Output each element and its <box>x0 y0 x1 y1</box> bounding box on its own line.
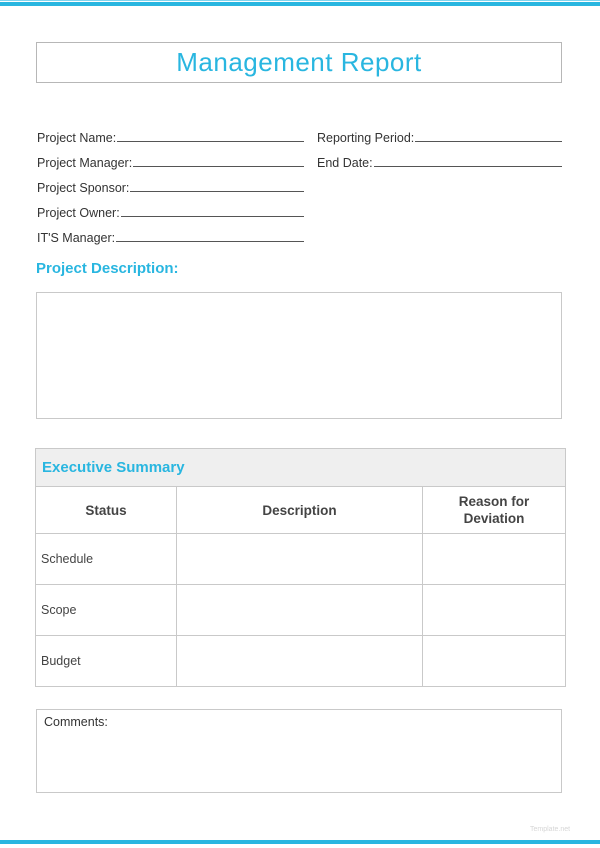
project-manager-line[interactable] <box>133 165 304 167</box>
executive-summary-heading: Executive Summary <box>36 449 566 487</box>
column-header-reason <box>423 487 566 534</box>
status-cell: Schedule <box>36 534 177 585</box>
project-name-line[interactable] <box>117 140 304 142</box>
project-sponsor-field[interactable] <box>37 177 304 195</box>
table-row <box>36 636 566 687</box>
project-manager-field[interactable] <box>37 152 304 170</box>
project-manager-label: Project Manager: <box>37 156 133 170</box>
project-name-field[interactable] <box>37 127 304 145</box>
reason-cell[interactable] <box>423 534 566 585</box>
title-box <box>36 42 562 83</box>
reporting-period-label: Reporting Period: <box>317 131 415 145</box>
description-cell[interactable] <box>177 636 423 687</box>
project-description-box[interactable] <box>36 292 562 419</box>
executive-summary-table <box>35 448 566 687</box>
reason-cell[interactable] <box>423 636 566 687</box>
reason-cell[interactable] <box>423 585 566 636</box>
comments-label: Comments: <box>44 715 108 729</box>
column-header-status: Status <box>36 487 177 534</box>
bottom-accent-bar <box>0 840 600 844</box>
column-header-reason-label: Reason for Deviation <box>458 494 530 526</box>
table-row <box>36 534 566 585</box>
reporting-period-line[interactable] <box>415 140 562 142</box>
project-owner-field[interactable] <box>37 202 304 220</box>
watermark: Template.net <box>530 826 571 833</box>
its-manager-field[interactable] <box>37 227 304 245</box>
top-accent-bar <box>0 2 600 6</box>
project-sponsor-label: Project Sponsor: <box>37 181 130 195</box>
table-row <box>36 585 566 636</box>
its-manager-label: IT'S Manager: <box>37 231 116 245</box>
reporting-period-field[interactable] <box>317 127 562 145</box>
project-owner-label: Project Owner: <box>37 206 120 220</box>
end-date-label: End Date: <box>317 156 373 170</box>
status-cell: Scope <box>36 585 177 636</box>
top-accent-line <box>0 0 600 1</box>
end-date-field[interactable] <box>317 152 562 170</box>
project-description-heading: Project Description: <box>36 260 179 277</box>
description-cell[interactable] <box>177 534 423 585</box>
project-owner-line[interactable] <box>121 215 304 217</box>
description-cell[interactable] <box>177 585 423 636</box>
its-manager-line[interactable] <box>116 240 304 242</box>
project-name-label: Project Name: <box>37 131 117 145</box>
status-cell: Budget <box>36 636 177 687</box>
column-header-description: Description <box>177 487 423 534</box>
page-title: Management Report <box>176 47 422 77</box>
comments-box[interactable] <box>36 709 562 793</box>
project-sponsor-line[interactable] <box>130 190 304 192</box>
end-date-line[interactable] <box>374 165 562 167</box>
